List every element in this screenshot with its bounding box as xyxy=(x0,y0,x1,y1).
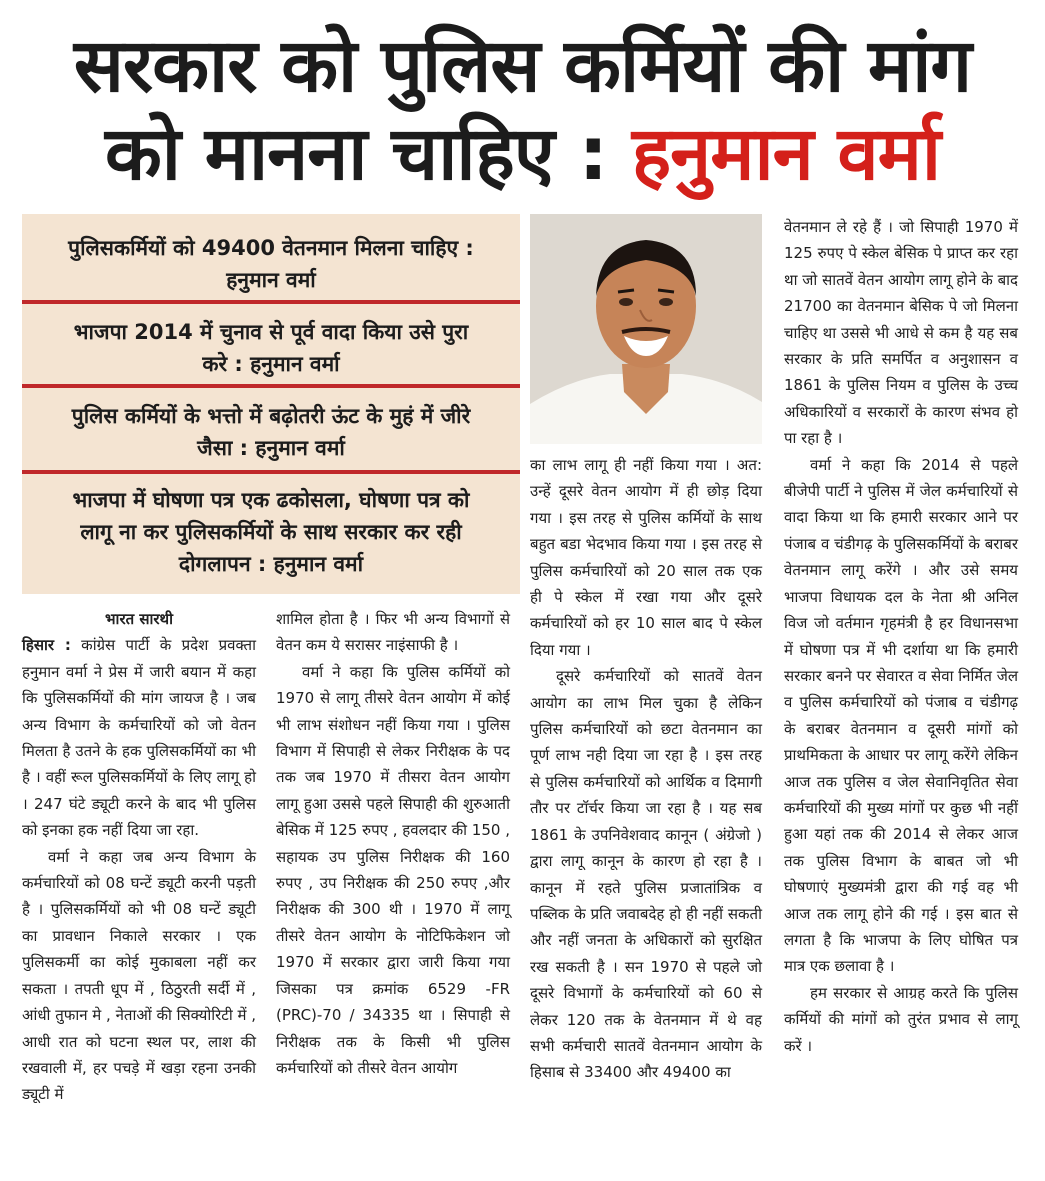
headline-line-2 xyxy=(0,110,1045,198)
subheadline-2 xyxy=(22,316,520,380)
headline-line-2-text: को मानना चाहिए : xyxy=(104,111,632,197)
article-column-3 xyxy=(530,452,762,1086)
subheadline-4-line-2: लागू ना कर पुलिसकर्मियों के साथ सरकार कर रही xyxy=(80,520,462,544)
paragraph: शामिल होता है । फिर भी अन्य विभागों से वेतन कम ये सरासर नाइंसाफी है । xyxy=(276,610,510,655)
subheadline-2-line-1: भाजपा 2014 में चुनाव से पूर्व वादा किया उसे पुरा xyxy=(73,320,469,344)
subheadline-2-line-2: करे : हनुमान वर्मा xyxy=(202,352,340,376)
paragraph: वर्मा ने कहा जब अन्य विभाग के कर्मचारियों को 08 घन्टें ड्यूटी करनी पड़ती है । पुलिसकर्मियों को भी 08 घन्टें ड्यूटी का प्रावधान निकाले सरकार । एक पुलिसकर्मी का कोई मुकाबला नहीं कर सकता । तपती धूप में , ठिठुरती सर्दी में , आंधी तुफान मे , नेताओं की सिक्योरिटी में , आधी रात को घटना स्थल पर, लाश की रखवाली में, हर पचड़े में खड़ा रहना उनकी ड्यूटी में xyxy=(22,847,256,1104)
subheadline-1 xyxy=(22,232,520,296)
subheadline-3-line-2: जैसा : हनुमान वर्मा xyxy=(197,436,345,460)
subheadline-divider xyxy=(22,300,520,304)
paragraph: हम सरकार से आग्रह करते कि पुलिस कर्मियों की मांगों को तुरंत प्रभाव से लागू करें । xyxy=(784,983,1018,1055)
dateline: हिसार : xyxy=(22,636,71,655)
portrait-illustration xyxy=(530,214,762,444)
subheadline-1-line-2: हनुमान वर्मा xyxy=(226,268,316,292)
paragraph: दूसरे कर्मचारियों को सातवें वेतन आयोग का लाभ मिल चुका है लेकिन पुलिस कर्मचारियों को छटा वेतनमान का पूर्ण लाभ नही दिया जा रहा है । इस तरह से पुलिस कर्मचारियों को आर्थिक व दिमागी तौर पर टॉर्चर किया जा रहा है । यह सब 1861 के उपनिवेशवाद कानून ( अंग्रेजो ) द्वारा लागू कानून के कारण हो रहा है । कानून में रहते पुलिस प्रजातांत्रिक व पब्लिक के प्रति जवाबदेह हो ही नहीं सकती और नहीं जनता के अधिकारों को सुरक्षित रख सकती है । सन 1970 से पहले जो दूसरे विभागों के कर्मचारियों को 60 से लेकर 120 तक के वेतनमान में थे वह सभी कर्मचारी सातवें वेतनमान आयोग के हिसाब से 33400 और 49400 का xyxy=(530,667,762,1082)
headline xyxy=(0,22,1045,198)
subheadline-3 xyxy=(22,400,520,464)
headline-line-1: सरकार को पुलिस कर्मियों की मांग xyxy=(73,23,972,109)
subheadline-divider xyxy=(22,470,520,474)
subheadline-4-line-3: दोगलापन : हनुमान वर्मा xyxy=(178,552,364,576)
subheadline-1-line-1: पुलिसकर्मियों को 49400 वेतनमान मिलना चाहिए : xyxy=(68,236,474,260)
article-column-1 xyxy=(22,606,256,1108)
byline: भारत सारथी xyxy=(105,610,173,628)
article-column-2 xyxy=(276,606,510,1081)
paragraph: वर्मा ने कहा कि पुलिस कर्मियों को 1970 से लागू तीसरे वेतन आयोग में कोई भी लाभ संशोधन नहीं किया गया । पुलिस विभाग में सिपाही से लेकर निरीक्षक के पद तक जब 1970 में तीसरा वेतन आयोग लागू हुआ उससे पहले सिपाही की शुरुआती बेसिक में 125 रुपए , हवलदार की 150 , सहायक उप पुलिस निरीक्षक की 160 रुपए , उप निरीक्षक की 250 रुपए ,और निरीक्षक की 300 थी । 1970 में लागू तीसरे वेतन आयोग के नोटिफिकेशन जो 1970 में सरकार द्वारा जारी किया गया जिसका पत्र क्रमांक 6529 -FR (PRC)-70 / 34335 था । सिपाही से निरीक्षक तक के किसी भी पुलिस कर्मचारियों को तीसरे वेतन आयोग xyxy=(276,662,510,1077)
paragraph: वर्मा ने कहा कि 2014 से पहले बीजेपी पार्टी ने पुलिस में जेल कर्मचारियों से वादा किया था कि हमारी सरकार आने पर पंजाब व चंडीगढ़ के पुलिसकर्मियों के बराबर वेतनमान लागू करेंगे । और उसे समय भाजपा विधायक दल के नेता श्री अनिल विज जो वर्तमान गृहमंत्री है हर विधानसभा में घोषणा पत्र में भी दर्शाया था कि हमारी सरकार बनने पर सेवारत व सेवा निर्मित जेल व पुलिस कर्मचारियों को पंजाब व चंडीगढ़ के बराबर वेतनमान व दूसरी मांगों को प्राथमिकता के आधार पर लागू करेंगे लेकिन आज तक पुलिस व जेल सेवानिवृतित सेवा कर्मचारियों की मुख्य मांगों पर कुछ भी नहीं हुआ यहां तक की 2014 से लेकर आज तक पुलिस विभाग के बाबत जो भी घोषणाएं मुख्यमंत्री द्वारा की गई वह भी आज तक लागू होने की गई । इस बात से लगता है कि भाजपा के लिए घोषित पत्र मात्र एक छलावा है । xyxy=(784,455,1018,976)
subheadline-4 xyxy=(22,484,520,580)
subheadline-4-line-1: भाजपा में घोषणा पत्र एक ढकोसला, घोषणा पत्र को xyxy=(72,488,470,512)
paragraph xyxy=(22,632,256,843)
subheadline-3-line-1: पुलिस कर्मियों के भत्तो में बढ़ोतरी ऊंट के मुहं में जीरे xyxy=(71,404,471,428)
article-column-4 xyxy=(784,214,1018,1059)
paragraph: का लाभ लागू ही नहीं किया गया । अत: उन्हें दूसरे वेतन आयोग में ही छोड़ दिया गया । इस तरह से पुलिस कर्मियों के साथ बहुत बडा भेदभाव किया गया । इस तरह से पुलिस कर्मचारियों को 20 साल तक एक ही पे स्केल में रखा गया और दूसरे कर्मचारियों को हर 10 साल बाद पे स्केल दिया गया । xyxy=(530,456,762,659)
paragraph-text: कांग्रेस पार्टी के प्रदेश प्रवक्ता हनुमान वर्मा ने प्रेस में जारी बयान में कहा कि पुलिसकर्मियों की मांग जायज है । जब अन्य विभाग के कर्मचारियों को जो वेतन मिलता है उतने के हक पुलिसकर्मियों का भी है । वहीं रूल पुलिसकर्मियों के लिए लागू हो । 247 घंटे ड्यूटी करने के बाद भी पुलिस को इनका हक नहीं दिया जा रहा. xyxy=(22,636,256,840)
paragraph: वेतनमान ले रहे हैं । जो सिपाही 1970 में 125 रुपए पे स्केल बेसिक पे प्राप्त कर रहा था जो सातवें वेतन आयोग लागू होने के बाद 21700 का वेतनमान बेसिक पे जो मिलना चाहिए था उससे भी आधे से कम है यह सब सरकार के प्रति समर्पित व अनुशासन व 1861 के पुलिस नियम व पुलिस के उच्च अधिकारियों व सरकारों के कारण संभव हो पा रहा है । xyxy=(784,218,1018,448)
subheadline-box xyxy=(22,214,520,594)
headline-name: हनुमान वर्मा xyxy=(631,111,941,197)
portrait-photo xyxy=(530,214,762,444)
subheadline-divider xyxy=(22,384,520,388)
